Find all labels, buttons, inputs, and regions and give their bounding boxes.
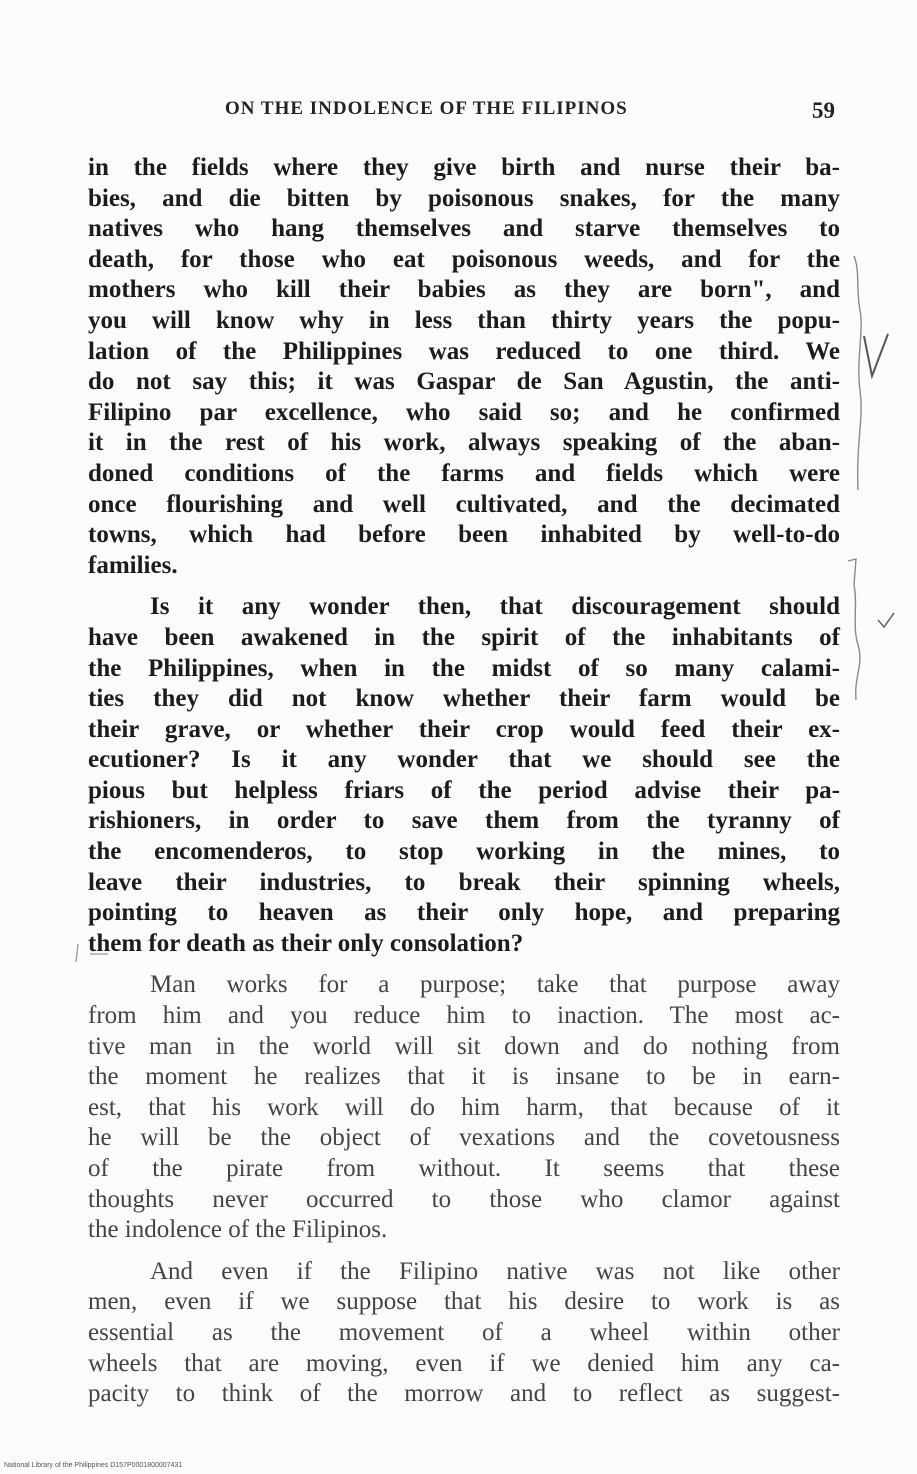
text-line: their grave, or whether their crop would feed their ex- [88,715,840,743]
text-line: Man works for a purpose; take that purpose away [150,971,840,999]
running-title: ON THE INDOLENCE OF THE FILIPINOS [225,98,628,119]
text-line: he will be the object of vexations and the covetousness [88,1124,840,1152]
text-line: of the pirate from without. It seems that these [88,1155,840,1182]
text-line: essential as the movement of a wheel within other [88,1318,840,1346]
text-line: est, that his work will do him harm, that because of it [88,1093,840,1121]
text-line: once flourishing and well cultivated, and the decimated [88,490,840,518]
paragraph-4 [88,1257,840,1410]
margin-bracket-mark-2 [844,555,870,705]
text-line: the moment he realizes that it is insane to be in earn- [88,1063,840,1091]
text-line: bies, and die bitten by poisonous snakes, for the many [88,184,840,212]
body-text [88,153,840,1421]
text-line: them for death as their only consolation? [88,929,524,957]
text-line: from him and you reduce him to inaction. The most ac- [88,1002,840,1030]
page-number: 59 [812,98,835,123]
text-line: towns, which had before been inhabited by well-to-do [88,521,840,549]
text-line: death, for those who eat poisonous weeds, and for the [88,245,840,273]
text-line: ties they did not know whether their farm would be [88,685,840,713]
text-line: rishioners, in order to save them from the tyranny of [88,807,840,835]
text-line: have been awakened in the spirit of the inhabitants of [88,623,840,651]
text-line: it in the rest of his work, always speaking of the aban- [88,429,840,457]
text-line: doned conditions of the farms and fields which were [88,459,840,487]
text-line: families. [88,551,178,579]
margin-check-mark [862,332,890,380]
text-line: men, even if we suppose that his desire to work is as [88,1288,840,1316]
text-line: the encomenderos, to stop working in the mines, to [88,838,840,866]
text-line: pious but helpless friars of the period advise their pa- [88,776,840,804]
paragraph-1 [88,153,840,581]
text-line: in the fields where they give birth and nurse their ba- [88,154,840,181]
text-line: do not say this; it was Gaspar de San Agustin, the anti- [88,368,840,396]
text-line: Is it any wonder then, that discouragement should [150,593,840,621]
text-line: the indolence of the Filipinos. [88,1216,388,1244]
text-line: ecutioner? Is it any wonder that we should see the [88,746,840,774]
text-line: And even if the Filipino native was not like other [150,1257,840,1285]
text-line: natives who hang themselves and starve themselves to [88,215,840,243]
text-line: wheels that are moving, even if we denied him any ca- [88,1349,840,1377]
text-line: thoughts never occurred to those who clamor against [88,1185,840,1213]
paragraph-3 [88,970,840,1245]
scan-source-footer: National Library of the Philippines D157P0001800007431 [4,1462,183,1469]
text-line: pacity to think of the morrow and to reflect as suggest- [88,1380,840,1408]
text-line: pointing to heaven as their only hope, and preparing [88,899,840,927]
margin-dash-mark [72,940,112,966]
paragraph-2 [88,592,840,959]
text-line: mothers who kill their babies as they are born", and [88,276,840,304]
text-line: the Philippines, when in the midst of so many calami- [88,654,840,682]
margin-check-mark-2 [876,610,896,630]
text-line: you will know why in less than thirty years the popu- [88,306,840,334]
text-line: leave their industries, to break their spinning wheels, [88,868,840,896]
text-line: tive man in the world will sit down and do nothing from [88,1032,840,1060]
text-line: lation of the Philippines was reduced to one third. We [88,337,840,365]
text-line: Filipino par excellence, who said so; and he confirmed [88,398,840,426]
